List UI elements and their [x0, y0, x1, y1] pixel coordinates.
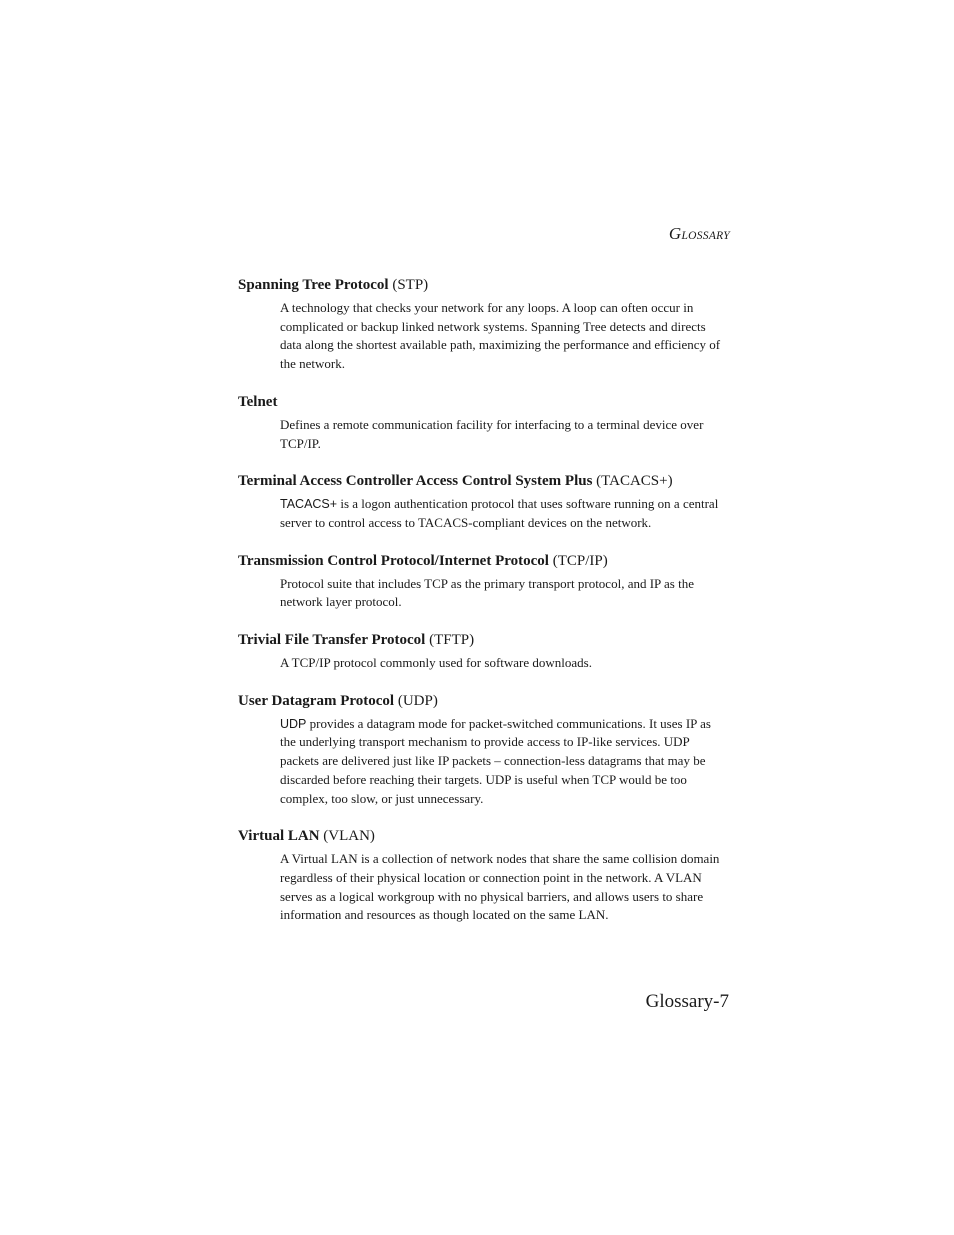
definition-text: provides a datagram mode for packet-switched communications. It uses IP as the underlying transport mechanism to provide access to IP-like services. UDP packets are delivered just like IP packets – connection-less datagrams that may be discarded before reaching their targets. UDP is useful when TCP would be too complex, too slow, or just unnecessary.: [280, 715, 711, 806]
glossary-term: [238, 631, 730, 654]
glossary-definition: [280, 654, 730, 673]
glossary-term: [238, 472, 730, 495]
glossary-entry-stp: [238, 276, 730, 374]
glossary-definition: [280, 575, 730, 612]
definition-text: A Virtual LAN is a collection of network nodes that share the same collision domain regardless of their physical location or connection point in the network. A VLAN serves as a logical workgroup with no physical barriers, and allows users to share information and resources as though located on the same LAN.: [280, 851, 720, 923]
term-abbreviation: (TCP/IP): [548, 552, 608, 569]
term-name: Trivial File Transfer Protocol: [238, 632, 426, 649]
running-header-rest: LOSSARY: [681, 230, 730, 242]
glossary-definition: [280, 299, 730, 374]
term-abbreviation: (UDP): [394, 692, 438, 709]
glossary-entry-tacacs: [238, 472, 730, 532]
term-abbreviation: (STP): [388, 277, 429, 293]
definition-text: is a logon authentication protocol that uses software running on a central server to control access to TACACS-compliant devices on the network.: [280, 496, 719, 530]
definition-lead: TACACS+: [280, 497, 338, 512]
definition-text: Protocol suite that includes TCP as the primary transport protocol, and IP as the network layer protocol.: [280, 575, 695, 610]
glossary-entry-udp: [238, 692, 730, 809]
glossary-term: [238, 827, 730, 850]
glossary-entry-tcp-ip: [238, 552, 730, 612]
term-name: Telnet: [238, 393, 278, 410]
glossary-definition: [280, 715, 730, 809]
page-number: Glossary-7: [645, 991, 729, 1012]
glossary-entry-telnet: [238, 393, 730, 453]
glossary-entry-tftp: [238, 631, 730, 673]
running-header: [669, 224, 730, 244]
glossary-definition: [280, 495, 730, 532]
glossary-definition: [280, 416, 730, 453]
term-name: Spanning Tree Protocol: [238, 277, 389, 293]
glossary-definition: [280, 850, 730, 925]
term-abbreviation: (TFTP): [425, 632, 475, 649]
glossary-term: [238, 692, 730, 715]
term-name: Virtual LAN: [238, 828, 320, 845]
glossary-term: [238, 552, 730, 575]
term-name: Transmission Control Protocol/Internet Protocol: [238, 552, 549, 569]
term-abbreviation: (TACACS+): [592, 473, 673, 490]
glossary-list: [238, 276, 730, 944]
glossary-term: [238, 276, 730, 299]
definition-text: A technology that checks your network for any loops. A loop can often occur in complicated or backup linked network systems. Spanning Tree detects and directs data along the shortest available path, maximizing the performance and efficiency of the network.: [280, 300, 721, 372]
term-name: Terminal Access Controller Access Control System Plus: [238, 473, 593, 490]
running-header-initial: G: [668, 224, 682, 243]
glossary-term: [238, 393, 730, 416]
term-abbreviation: (VLAN): [319, 828, 375, 845]
term-name: User Datagram Protocol: [238, 692, 395, 709]
glossary-entry-vlan: [238, 827, 730, 925]
definition-text: A TCP/IP protocol commonly used for software downloads.: [280, 655, 592, 671]
definition-lead: UDP: [280, 716, 307, 731]
definition-text: Defines a remote communication facility for interfacing to a terminal device over TCP/IP.: [280, 416, 704, 451]
